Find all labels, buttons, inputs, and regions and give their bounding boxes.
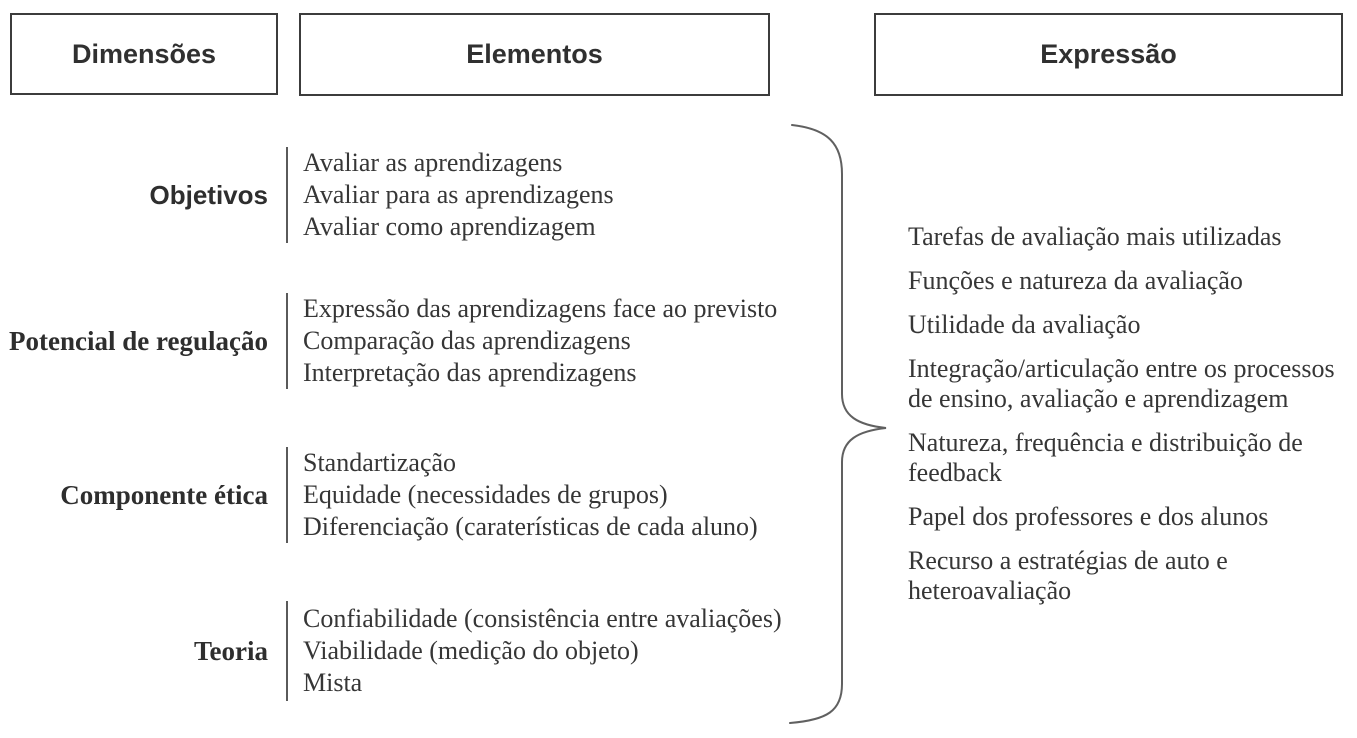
element-item: Confiabilidade (consistência entre avaliações) (303, 604, 782, 633)
expression-item: Natureza, frequência e distribuição de feedback (908, 428, 1303, 487)
element-item: Avaliar como aprendizagem (303, 212, 596, 241)
expression-item: Tarefas de avaliação mais utilizadas (908, 222, 1282, 251)
header-box-dimensions (10, 13, 278, 95)
header-box-expression (874, 13, 1343, 96)
element-item: Comparação das aprendizagens (303, 326, 631, 355)
element-item: Interpretação das aprendizagens (303, 358, 637, 387)
expression-item: Utilidade da avaliação (908, 310, 1141, 339)
element-item: Expressão das aprendizagens face ao previsto (303, 294, 778, 323)
dimension-label: Objetivos (149, 180, 268, 210)
dimension-label: Componente ética (60, 480, 268, 510)
element-item: Standartização (303, 448, 457, 477)
row-divider-and-items (286, 447, 758, 543)
expression-list (908, 222, 1350, 620)
expression-item: Recurso a estratégias de auto e heteroavaliação (908, 546, 1228, 605)
dimension-row-componente-etica (0, 447, 758, 543)
element-item: Avaliar as aprendizagens (303, 148, 563, 177)
row-divider-and-items (286, 601, 782, 701)
element-item: Equidade (necessidades de grupos) (303, 480, 668, 509)
header-label-elements: Elementos (466, 39, 603, 69)
element-item: Viabilidade (medição do objeto) (303, 636, 639, 665)
element-item: Avaliar para as aprendizagens (303, 180, 614, 209)
expression-item: Integração/articulação entre os processos de ensino, avaliação e aprendizagem (908, 354, 1335, 413)
header-box-elements (299, 13, 770, 96)
row-divider-and-items (286, 293, 777, 389)
dimension-row-teoria (0, 601, 782, 701)
header-label-dimensions: Dimensões (71, 38, 217, 69)
dimension-label: Potencial de regulação (9, 326, 268, 356)
element-item: Mista (303, 668, 363, 697)
dimension-label: Teoria (194, 636, 268, 666)
expression-item: Papel dos professores e dos alunos (908, 502, 1269, 531)
header-label-expression: Expressão (1040, 39, 1177, 69)
row-divider-and-items (286, 147, 614, 243)
dimension-row-potencial-de-regulacao (0, 293, 777, 389)
dimension-row-objetivos (0, 147, 614, 243)
expression-item: Funções e natureza da avaliação (908, 266, 1243, 295)
element-item: Diferenciação (caraterísticas de cada aluno) (303, 512, 758, 541)
